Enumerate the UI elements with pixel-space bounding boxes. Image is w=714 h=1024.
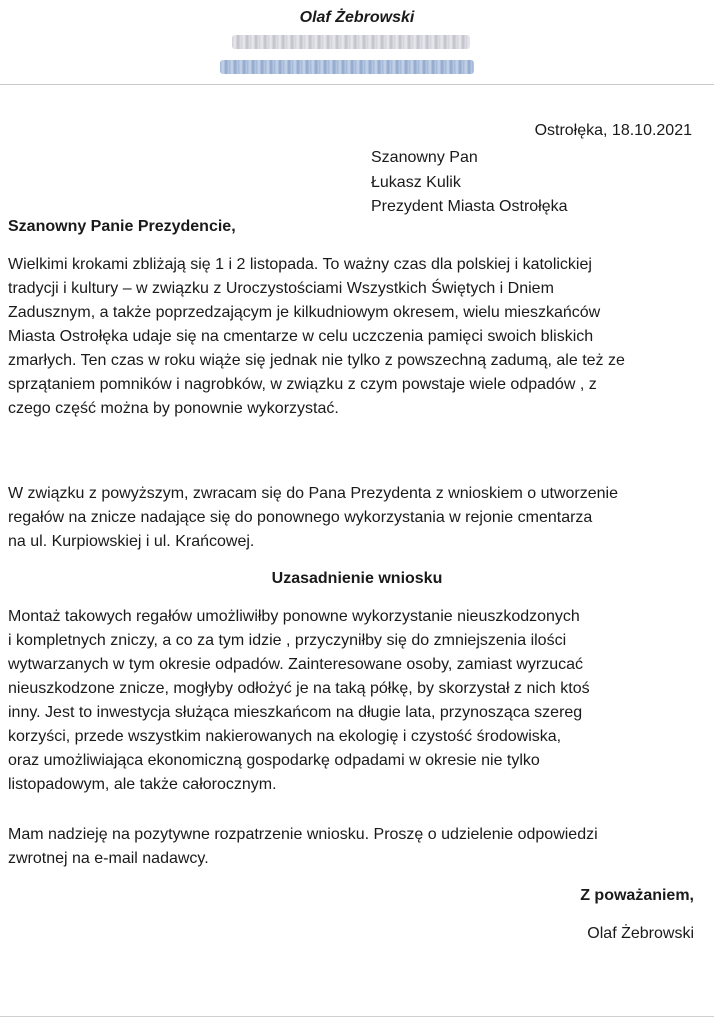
salutation: Szanowny Panie Prezydencie, — [8, 218, 236, 235]
text-line: Miasta Ostrołęka udaje się na cmentarze w celu uczczenia pamięci swoich bliskich — [8, 328, 594, 345]
paragraph-justification — [8, 605, 698, 797]
footer-divider — [0, 1016, 714, 1017]
text-line: W związku z powyższym, zwracam się do Pana Prezydenta z wnioskiem o utworzenie — [8, 485, 618, 502]
redacted-email — [220, 60, 474, 74]
recipient-line: Łukasz Kulik — [371, 173, 461, 191]
text-line: tradycji i kultury – w związku z Uroczystościami Wszystkich Świętych i Dniem — [8, 280, 554, 297]
text-line: Mam nadzieję na pozytywne rozpatrzenie wniosku. Proszę o udzielenie odpowiedzi — [8, 826, 598, 843]
sender-name: Olaf Żebrowski — [299, 9, 415, 26]
text-line: korzyści, przede wszystkim nakierowanych na ekologię i czystość środowiska, — [8, 728, 562, 745]
text-line: Montaż takowych regałów umożliwiłby ponowne wykorzystanie nieuszkodzonych — [8, 608, 580, 625]
closing-phrase: Z poważaniem, — [580, 887, 694, 904]
text-line: nieuszkodzone znicze, mogłyby odłożyć je na taką półkę, by skorzystał z nich ktoś — [8, 680, 590, 697]
text-line: oraz umożliwiająca ekonomiczną gospodarkę odpadami w okresie nie tylko — [8, 752, 540, 769]
paragraph-request — [8, 482, 698, 554]
text-line: wytwarzanych w tym okresie odpadów. Zainteresowane osoby, zamiast wyrzucać — [8, 656, 584, 673]
text-line: regałów na znicze nadające się do ponownego wykorzystania w rejonie cmentarza — [8, 509, 593, 526]
paragraph-intro — [8, 253, 698, 421]
recipient-line: Szanowny Pan — [371, 149, 478, 166]
text-line: czego część można by ponownie wykorzystać. — [8, 400, 339, 417]
signature-name: Olaf Żebrowski — [587, 925, 694, 942]
text-line: listopadowym, ale także całorocznym. — [8, 776, 277, 793]
recipient-block — [371, 146, 568, 220]
text-line: inny. Jest to inwestycja służąca mieszkańcom na długie lata, przynosząca szereg — [8, 704, 583, 721]
justification-heading: Uzasadnienie wniosku — [271, 570, 443, 587]
text-line: zmarłych. Ten czas w roku wiąże się jednak nie tylko z powszechną zadumą, ale też ze — [8, 352, 625, 369]
text-line: Wielkimi krokami zbliżają się 1 i 2 listopada. To ważny czas dla polskiej i katolickiej — [8, 256, 592, 273]
redacted-address — [232, 35, 470, 49]
header-divider — [0, 84, 714, 85]
text-line: i kompletnych zniczy, a co za tym idzie , przyczyniłby się do zmniejszenia ilości — [8, 632, 567, 649]
paragraph-closing-request — [8, 823, 698, 871]
recipient-line: Prezydent Miasta Ostrołęka — [371, 198, 568, 215]
text-line: Zadusznym, a także poprzedzającym je kilkudniowym okresem, wielu mieszkańców — [8, 304, 601, 321]
text-line: sprzątaniem pomników i nagrobków, w związku z czym powstaje wiele odpadów , z — [8, 376, 597, 393]
place-and-date: Ostrołęka, 18.10.2021 — [534, 122, 692, 139]
text-line: na ul. Kurpiowskiej i ul. Krańcowej. — [8, 533, 255, 550]
text-line: zwrotnej na e-mail nadawcy. — [8, 850, 209, 867]
